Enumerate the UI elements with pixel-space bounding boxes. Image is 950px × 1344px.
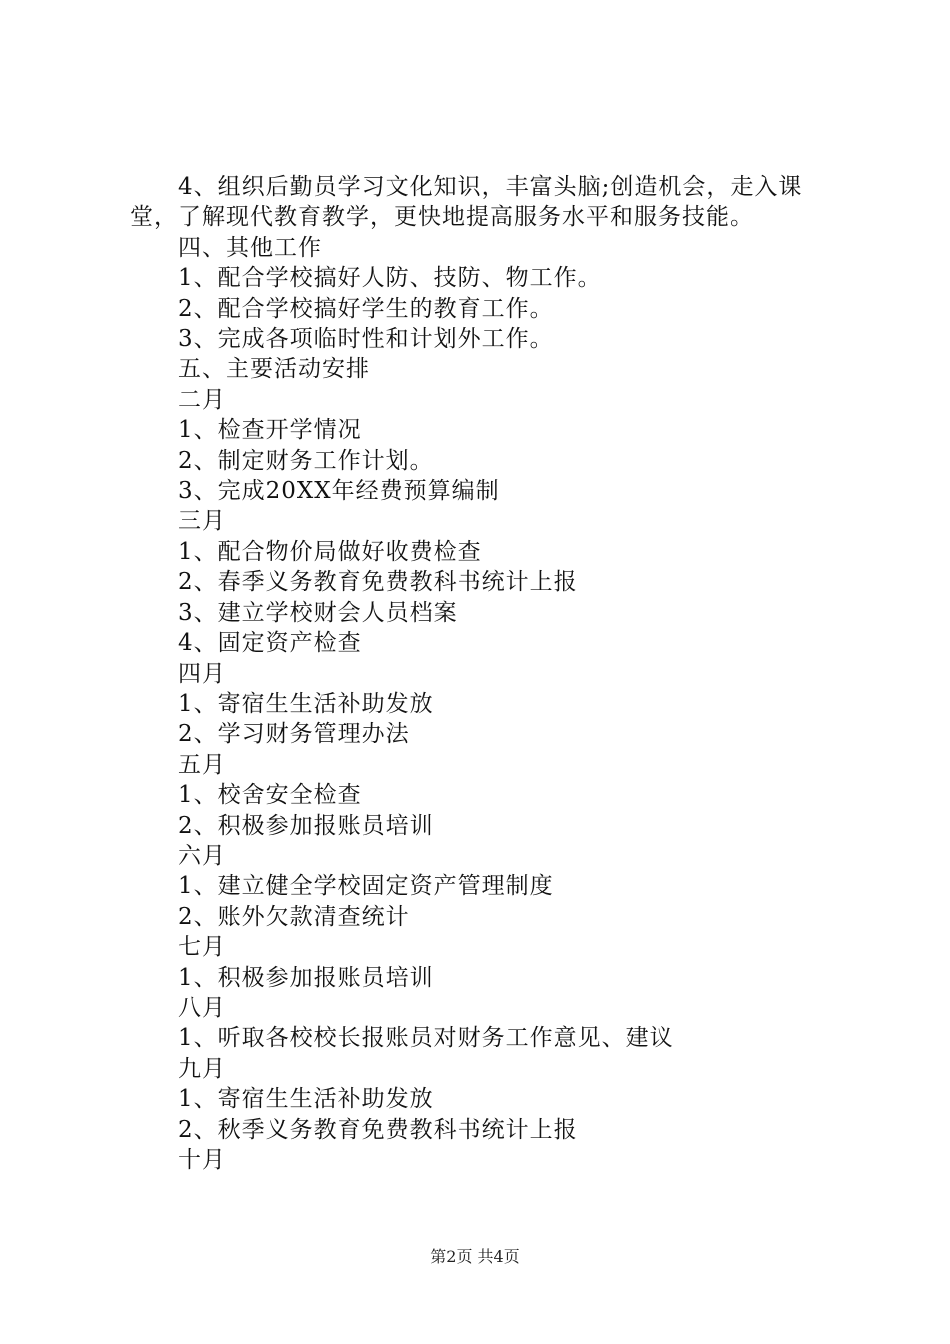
list-item: 2、学习财务管理办法: [178, 721, 410, 748]
list-item: 1、积极参加报账员培训: [178, 964, 434, 991]
month-heading-february: 二月: [178, 386, 226, 413]
month-heading-june: 六月: [178, 842, 226, 869]
list-item: 1、听取各校校长报账员对财务工作意见、建议: [178, 1025, 674, 1052]
list-item: 3、完成各项临时性和计划外工作。: [178, 326, 554, 353]
month-heading-july: 七月: [178, 934, 226, 961]
list-item: 1、检查开学情况: [178, 417, 362, 444]
list-item: 2、春季义务教育免费教科书统计上报: [178, 569, 578, 596]
list-item: 4、固定资产检查: [178, 630, 362, 657]
month-heading-september: 九月: [178, 1055, 226, 1082]
list-item: 2、账外欠款清查统计: [178, 903, 410, 930]
month-heading-april: 四月: [178, 660, 226, 687]
list-item: 2、积极参加报账员培训: [178, 812, 434, 839]
list-item: 1、寄宿生生活补助发放: [178, 1086, 434, 1113]
paragraph-logistics-training: 4、组织后勤员学习文化知识，丰富头脑;创造机会，走入课堂，了解现代教育教学，更快地提高服务水平和服务技能。: [130, 174, 803, 231]
list-item: 1、配合学校搞好人防、技防、物工作。: [178, 265, 602, 292]
list-item: 1、校舍安全检查: [178, 782, 362, 809]
list-item: 3、完成20XX年经费预算编制: [178, 478, 500, 505]
month-heading-october: 十月: [178, 1147, 226, 1173]
month-heading-august: 八月: [178, 994, 226, 1021]
document-body: [130, 172, 840, 1175]
section-heading-other-work: 四、其他工作: [178, 234, 322, 261]
list-item: 2、配合学校搞好学生的教育工作。: [178, 295, 554, 322]
list-item: 3、建立学校财会人员档案: [178, 599, 458, 626]
month-heading-march: 三月: [178, 508, 226, 535]
month-heading-may: 五月: [178, 751, 226, 778]
page-number-footer: 第2页 共4页: [430, 1247, 520, 1266]
list-item: 2、制定财务工作计划。: [178, 447, 434, 474]
list-item: 1、配合物价局做好收费检查: [178, 538, 482, 565]
list-item: 2、秋季义务教育免费教科书统计上报: [178, 1116, 578, 1143]
list-item: 1、建立健全学校固定资产管理制度: [178, 873, 554, 900]
section-heading-main-activities: 五、主要活动安排: [178, 356, 370, 383]
list-item: 1、寄宿生生活补助发放: [178, 690, 434, 717]
